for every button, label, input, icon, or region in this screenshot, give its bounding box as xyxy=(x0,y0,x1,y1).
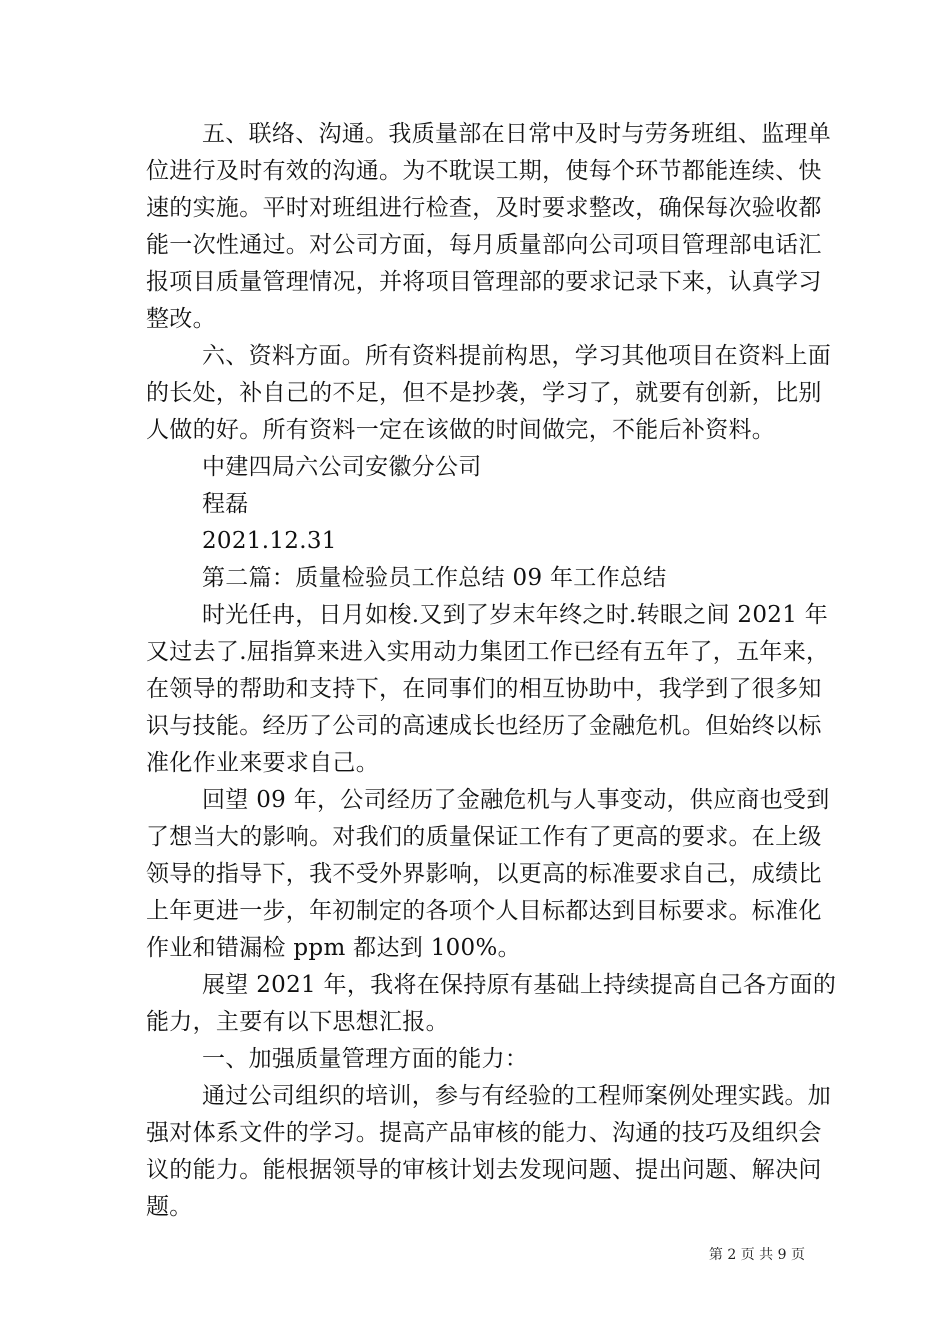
paragraph-line: 六、资料方面。所有资料提前构思，学习其他项目在资料上面 xyxy=(202,343,832,369)
paragraph-line: 展望 2021 年，我将在保持原有基础上持续提高自己各方面的 xyxy=(202,972,837,998)
paragraph-line: 又过去了.屈指算来进入实用动力集团工作已经有五年了，五年来， xyxy=(146,639,830,665)
paragraph-line: 能力，主要有以下思想汇报。 xyxy=(146,1009,449,1035)
paragraph-line: 整改。 xyxy=(146,306,216,332)
paragraph-line: 识与技能。经历了公司的高速成长也经历了金融危机。但始终以标 xyxy=(146,713,822,739)
paragraph-line: 的长处，补自己的不足，但不是抄袭，学习了，就要有创新，比别 xyxy=(146,380,822,406)
paragraph-line: 题。 xyxy=(146,1194,193,1220)
paragraph-line: 人做的好。所有资料一定在该做的时间做完，不能后补资料。 xyxy=(146,417,776,443)
paragraph-line: 位进行及时有效的沟通。为不耽误工期，使每个环节都能连续、快 xyxy=(146,158,822,184)
paragraph-line: 速的实施。平时对班组进行检查，及时要求整改，确保每次验收都 xyxy=(146,195,822,221)
signature-name: 程磊 xyxy=(202,491,249,517)
paragraph-line: 时光任冉，日月如梭.又到了岁末年终之时.转眼之间 2021 年 xyxy=(202,602,829,628)
paragraph-line: 了想当大的影响。对我们的质量保证工作有了更高的要求。在上级 xyxy=(146,824,822,850)
paragraph-line: 通过公司组织的培训，参与有经验的工程师案例处理实践。加 xyxy=(202,1083,832,1109)
paragraph-line: 领导的指导下，我不受外界影响，以更高的标准要求自己，成绩比 xyxy=(146,861,822,887)
signature-date: 2021.12.31 xyxy=(202,528,337,554)
paragraph-line: 五、联络、沟通。我质量部在日常中及时与劳务班组、监理单 xyxy=(202,121,832,147)
paragraph-line: 回望 09 年，公司经历了金融危机与人事变动，供应商也受到 xyxy=(202,787,830,813)
page-number-footer: 第 2 页 共 9 页 xyxy=(708,1247,805,1263)
paragraph-line: 准化作业来要求自己。 xyxy=(146,750,379,776)
paragraph-line: 上年更进一步，年初制定的各项个人目标都达到目标要求。标准化 xyxy=(146,898,822,924)
section-heading: 第二篇：质量检验员工作总结 09 年工作总结 xyxy=(202,565,667,591)
paragraph-line: 在领导的帮助和支持下，在同事们的相互协助中，我学到了很多知 xyxy=(146,676,822,702)
paragraph-line: 强对体系文件的学习。提高产品审核的能力、沟通的技巧及组织会 xyxy=(146,1120,822,1146)
signature-company: 中建四局六公司安徽分公司 xyxy=(202,454,482,480)
subsection-heading: 一、加强质量管理方面的能力： xyxy=(202,1046,529,1072)
paragraph-line: 报项目质量管理情况，并将项目管理部的要求记录下来，认真学习 xyxy=(146,269,822,295)
paragraph-line: 作业和错漏检 ppm 都达到 100%。 xyxy=(146,935,521,961)
paragraph-line: 议的能力。能根据领导的审核计划去发现问题、提出问题、解决问 xyxy=(146,1157,822,1183)
paragraph-line: 能一次性通过。对公司方面，每月质量部向公司项目管理部电话汇 xyxy=(146,232,822,258)
